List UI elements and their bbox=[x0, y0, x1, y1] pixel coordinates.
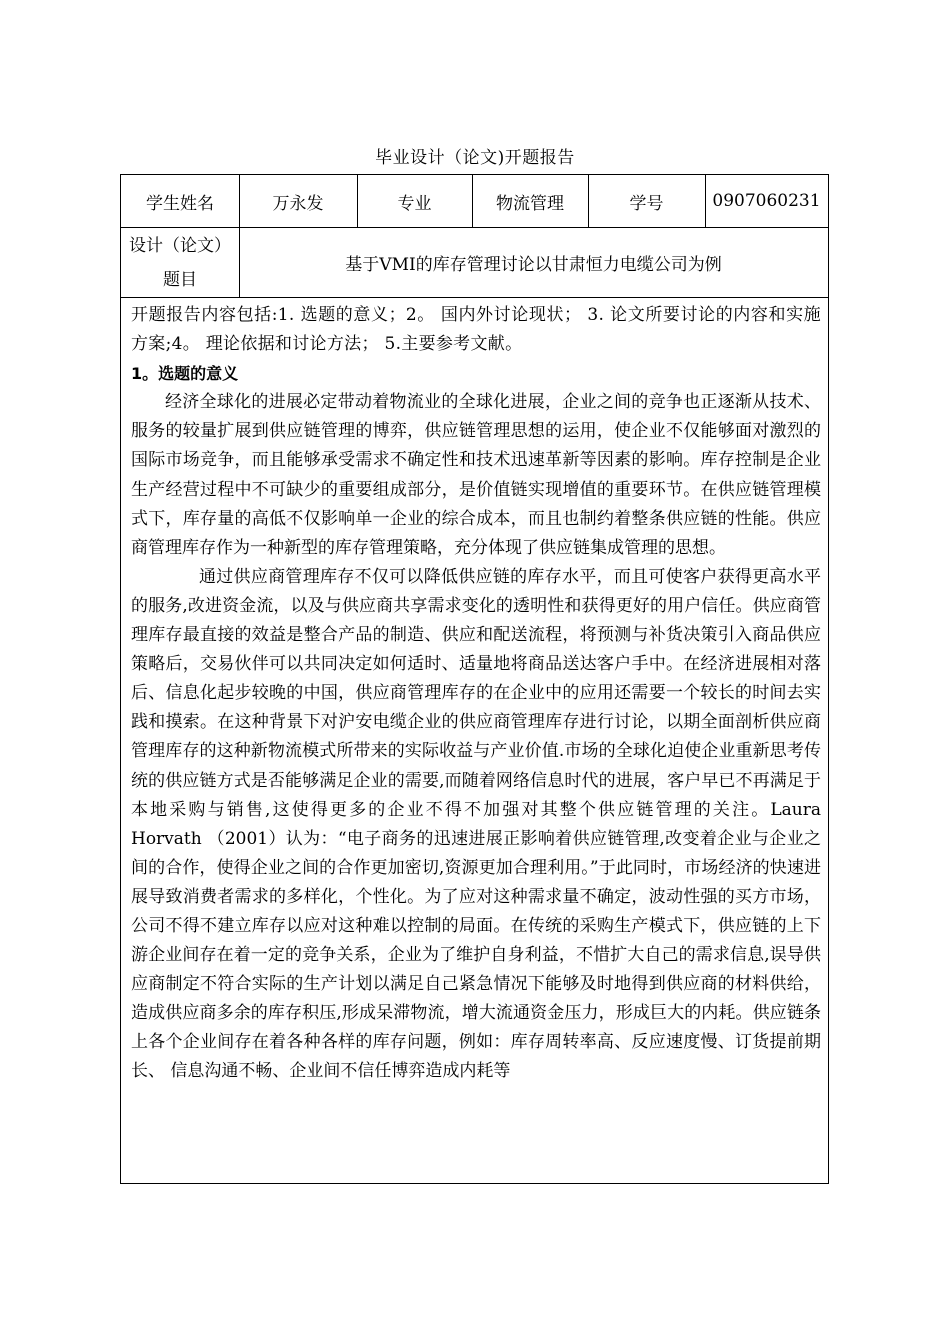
paragraph: 经济全球化的进展必定带动着物流业的全球化进展，企业之间的竞争也正逐渐从技术、服务的较量扩展到供应链管理的博弈，供应链管理思想的运用，使企业不仅能够面对激烈的国际市场竞争，而且能够承受需求不确定性和技术迅速革新等因素的影响。库存控制是企业生产经营过程中不可缺少的重要组成部分，是价值链实现增值的重要环节。在供应链管理模式下，库存量的高低不仅影响单一企业的综合成本，而且也制约着整条供应链的性能。供应商管理库存作为一种新型的库存管理策略，充分体现了供应链集成管理的思想。 bbox=[131, 392, 821, 558]
report-table bbox=[120, 174, 829, 1184]
report-intro: 开题报告内容包括:1. 选题的意义；2。 国内外讨论现状； 3. 论文所要讨论的内容和实施方案;4。 理论依据和讨论方法； 5.主要参考文献。 bbox=[131, 305, 821, 355]
topic-row bbox=[121, 228, 828, 298]
paragraph: 通过供应商管理库存不仅可以降低供应链的库存水平，而且可使客户获得更高水平的服务,改进资金流，以及与供应商共享需求变化的透明性和获得更好的用户信任。供应商管理库存最直接的效益是整合产品的制造、供应和配送流程，将预测与补货决策引入商品供应策略后，交易伙伴可以共同决定如何适时、适量地将商品送达客户手中。在经济进展相对落后、信息化起步较晚的中国，供应商管理库存的在企业中的应用还需要一个较长的时间去实践和摸索。在这种背景下对沪安电缆企业的供应商管理库存进行讨论，以期全面剖析供应商管理库存的这种新物流模式所带来的实际收益与产业价值.市场的全球化迫使企业重新思考传统的供应链方式是否能够满足企业的需要,而随着网络信息时代的进展，客户早已不再满足于本地采购与销售,这使得更多的企业不得不加强对其整个供应链管理的关注。Laura Horvath （2001）认为：“电子商务的迅速进展正影响着供应链管理,改变着企业与企业之间的合作，使得企业之间的合作更加密切,资源更加合理利用。”于此同时，市场经济的快速进展导致消费者需求的多样化，个性化。为了应对这种需求量不确定，波动性强的买方市场，公司不得不建立库存以应对这种难以控制的局面。在传统的采购生产模式下，供应链的上下游企业间存在着一定的竞争关系，企业为了维护自身利益，不惜扩大自己的需求信息,误导供应商制定不符合实际的生产计划以满足自己紧急情况下能够及时地得到供应商的材料供给，造成供应商多余的库存积压,形成呆滞物流，增大流通资金压力，形成巨大的内耗。供应链条上各个企业间存在着各种各样的库存问题，例如：库存周转率高、反应速度慢、订货提前期长、 信息沟通不畅、企业间不信任博弈造成内耗等 bbox=[131, 566, 821, 1082]
student-id-label: 学号 bbox=[629, 193, 664, 214]
document-title: 毕业设计（论文)开题报告 bbox=[375, 148, 575, 168]
major-label: 专业 bbox=[397, 193, 432, 214]
student-info-row bbox=[121, 175, 828, 228]
topic-value: 基于VMI的库存管理讨论以甘肃恒力电缆公司为例 bbox=[345, 255, 722, 275]
topic-label: 设计（论文）题目 bbox=[129, 236, 231, 290]
report-content bbox=[131, 301, 821, 1087]
student-name-value: 万永发 bbox=[272, 193, 324, 214]
student-id-value: 0907060231 bbox=[712, 191, 821, 211]
student-name-label: 学生姓名 bbox=[146, 193, 214, 214]
section-heading: 1。选题的意义 bbox=[131, 364, 239, 384]
major-value: 物流管理 bbox=[496, 193, 564, 214]
